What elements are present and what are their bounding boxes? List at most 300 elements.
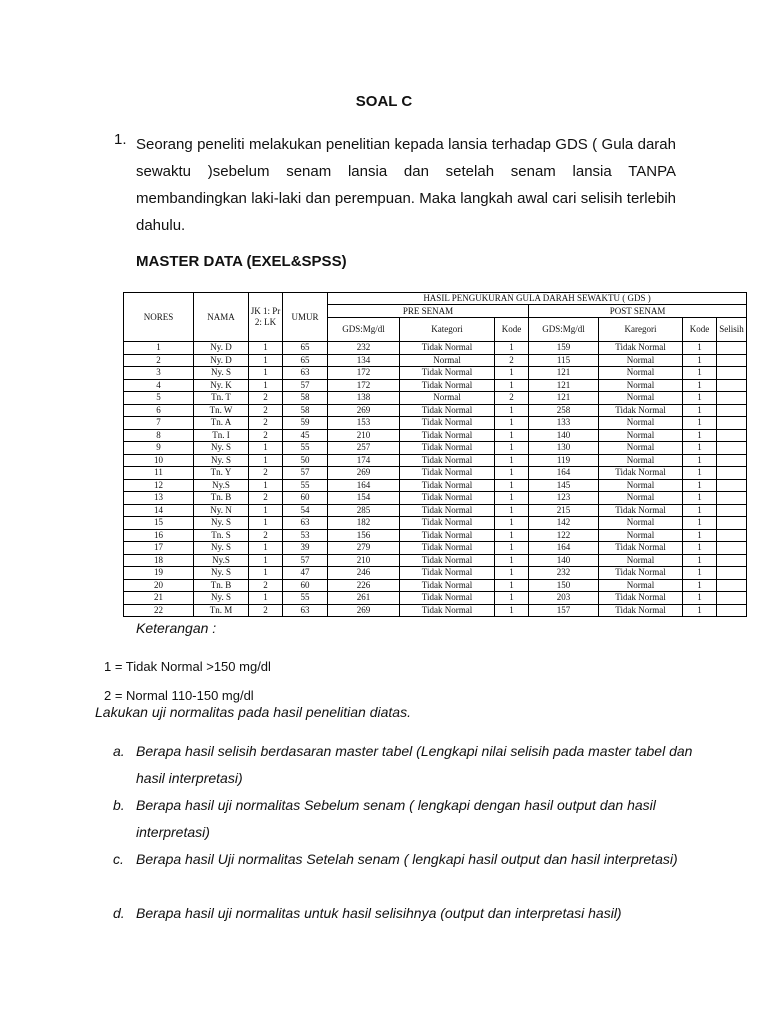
table-row xyxy=(124,604,747,617)
table-row xyxy=(124,454,747,467)
header-jk: JK 1: Pr 2: LK xyxy=(249,293,283,342)
cell-gds-post: 121 xyxy=(529,379,599,392)
page-title: SOAL C xyxy=(355,93,413,110)
cell-nores: 18 xyxy=(124,554,194,567)
cell-gds-pre: 269 xyxy=(328,467,400,480)
question-label: d. xyxy=(113,905,125,921)
cell-selisih xyxy=(717,567,747,580)
keterangan-item: 2 = Normal 110-150 mg/dl xyxy=(104,688,254,703)
cell-gds-pre: 156 xyxy=(328,529,400,542)
cell-kategori-pre: Tidak Normal xyxy=(400,567,495,580)
header-gds-pre: GDS:Mg/dl xyxy=(328,318,400,342)
table-row xyxy=(124,479,747,492)
cell-gds-pre: 182 xyxy=(328,517,400,530)
cell-nama: Ny. S xyxy=(194,592,249,605)
cell-kategori-post: Tidak Normal xyxy=(599,542,683,555)
cell-nores: 8 xyxy=(124,429,194,442)
cell-kode-post: 1 xyxy=(683,442,717,455)
cell-kategori-post: Tidak Normal xyxy=(599,404,683,417)
cell-nores: 3 xyxy=(124,367,194,380)
cell-gds-post: 115 xyxy=(529,354,599,367)
cell-jk: 1 xyxy=(249,517,283,530)
cell-kode-post: 1 xyxy=(683,429,717,442)
table-row xyxy=(124,579,747,592)
cell-jk: 1 xyxy=(249,354,283,367)
cell-nama: Ny. D xyxy=(194,342,249,355)
cell-nama: Tn. Y xyxy=(194,467,249,480)
cell-nores: 6 xyxy=(124,404,194,417)
cell-gds-pre: 154 xyxy=(328,492,400,505)
table-row xyxy=(124,592,747,605)
cell-kategori-post: Tidak Normal xyxy=(599,592,683,605)
cell-kode-pre: 1 xyxy=(495,492,529,505)
cell-gds-post: 159 xyxy=(529,342,599,355)
cell-kode-post: 1 xyxy=(683,417,717,430)
table-row xyxy=(124,417,747,430)
header-post-senam: POST SENAM xyxy=(529,305,747,318)
cell-kategori-post: Normal xyxy=(599,429,683,442)
table-row xyxy=(124,542,747,555)
cell-nores: 10 xyxy=(124,454,194,467)
cell-gds-post: 142 xyxy=(529,517,599,530)
cell-kode-post: 1 xyxy=(683,367,717,380)
cell-kode-post: 1 xyxy=(683,542,717,555)
question-text: Seorang peneliti melakukan penelitian kepada lansia terhadap GDS ( Gula darah sewaktu )sebelum senam lansia dan setelah senam lansia TANPA membandingkan laki-laki dan perempuan. Maka langkah awal cari selisih terlebih dahulu. xyxy=(136,136,676,234)
cell-kategori-pre: Normal xyxy=(400,392,495,405)
keterangan-label: Keterangan : xyxy=(136,620,217,636)
cell-jk: 2 xyxy=(249,392,283,405)
cell-kategori-pre: Tidak Normal xyxy=(400,379,495,392)
cell-gds-post: 133 xyxy=(529,417,599,430)
cell-jk: 1 xyxy=(249,592,283,605)
question-item-text: Berapa hasil uji normalitas Sebelum senam ( lengkapi dengan hasil output dan hasil interpretasi) xyxy=(136,797,656,840)
cell-jk: 1 xyxy=(249,454,283,467)
cell-kategori-pre: Tidak Normal xyxy=(400,529,495,542)
cell-umur: 58 xyxy=(283,392,328,405)
cell-kategori-post: Normal xyxy=(599,492,683,505)
question-number: 1. xyxy=(114,131,127,148)
cell-kode-pre: 1 xyxy=(495,517,529,530)
cell-kategori-pre: Tidak Normal xyxy=(400,604,495,617)
table-body xyxy=(124,342,747,617)
cell-kode-pre: 1 xyxy=(495,542,529,555)
cell-nores: 12 xyxy=(124,479,194,492)
cell-gds-pre: 261 xyxy=(328,592,400,605)
cell-umur: 65 xyxy=(283,354,328,367)
cell-kode-post: 1 xyxy=(683,604,717,617)
header-kode-pre: Kode xyxy=(495,318,529,342)
cell-kode-pre: 1 xyxy=(495,417,529,430)
cell-gds-post: 164 xyxy=(529,542,599,555)
cell-gds-pre: 164 xyxy=(328,479,400,492)
cell-kategori-pre: Tidak Normal xyxy=(400,517,495,530)
cell-kode-post: 1 xyxy=(683,479,717,492)
cell-kategori-post: Normal xyxy=(599,529,683,542)
cell-kategori-pre: Tidak Normal xyxy=(400,342,495,355)
cell-nama: Ny. K xyxy=(194,379,249,392)
cell-gds-post: 119 xyxy=(529,454,599,467)
cell-nores: 5 xyxy=(124,392,194,405)
cell-kategori-pre: Tidak Normal xyxy=(400,504,495,517)
table-row xyxy=(124,342,747,355)
cell-gds-post: 121 xyxy=(529,392,599,405)
cell-selisih xyxy=(717,604,747,617)
cell-kode-post: 1 xyxy=(683,342,717,355)
cell-nama: Tn. M xyxy=(194,604,249,617)
cell-kode-post: 1 xyxy=(683,492,717,505)
cell-umur: 59 xyxy=(283,417,328,430)
cell-gds-post: 130 xyxy=(529,442,599,455)
table-row xyxy=(124,429,747,442)
cell-selisih xyxy=(717,392,747,405)
cell-umur: 65 xyxy=(283,342,328,355)
table-row xyxy=(124,392,747,405)
cell-kategori-post: Normal xyxy=(599,517,683,530)
question-label: c. xyxy=(113,851,124,867)
cell-kategori-post: Normal xyxy=(599,554,683,567)
cell-gds-post: 140 xyxy=(529,429,599,442)
cell-kategori-pre: Tidak Normal xyxy=(400,554,495,567)
cell-kategori-pre: Tidak Normal xyxy=(400,467,495,480)
table-row xyxy=(124,367,747,380)
cell-kode-post: 1 xyxy=(683,504,717,517)
cell-kategori-post: Tidak Normal xyxy=(599,504,683,517)
table-row xyxy=(124,404,747,417)
cell-kode-post: 1 xyxy=(683,529,717,542)
cell-gds-pre: 134 xyxy=(328,354,400,367)
cell-nores: 9 xyxy=(124,442,194,455)
cell-nama: Ny.S xyxy=(194,554,249,567)
cell-gds-pre: 269 xyxy=(328,604,400,617)
cell-gds-pre: 226 xyxy=(328,579,400,592)
cell-kategori-post: Normal xyxy=(599,442,683,455)
cell-nama: Ny.S xyxy=(194,479,249,492)
cell-gds-pre: 257 xyxy=(328,442,400,455)
cell-jk: 2 xyxy=(249,417,283,430)
table-row xyxy=(124,379,747,392)
cell-kode-pre: 1 xyxy=(495,367,529,380)
question-item-text: Berapa hasil Uji normalitas Setelah senam ( lengkapi hasil output dan hasil interpretasi) xyxy=(136,851,678,867)
cell-kategori-pre: Tidak Normal xyxy=(400,367,495,380)
table-row xyxy=(124,529,747,542)
cell-gds-post: 232 xyxy=(529,567,599,580)
cell-kategori-pre: Tidak Normal xyxy=(400,417,495,430)
cell-kategori-pre: Normal xyxy=(400,354,495,367)
cell-kategori-post: Normal xyxy=(599,354,683,367)
header-kategori-pre: Kategori xyxy=(400,318,495,342)
cell-kode-pre: 1 xyxy=(495,567,529,580)
table-row xyxy=(124,467,747,480)
cell-umur: 63 xyxy=(283,517,328,530)
cell-jk: 2 xyxy=(249,467,283,480)
cell-selisih xyxy=(717,542,747,555)
cell-kode-pre: 1 xyxy=(495,579,529,592)
cell-nama: Tn. S xyxy=(194,529,249,542)
cell-nores: 16 xyxy=(124,529,194,542)
question-label: b. xyxy=(113,797,125,813)
cell-umur: 55 xyxy=(283,592,328,605)
cell-kode-post: 1 xyxy=(683,354,717,367)
cell-selisih xyxy=(717,429,747,442)
cell-kode-pre: 1 xyxy=(495,504,529,517)
cell-nama: Tn. W xyxy=(194,404,249,417)
cell-umur: 55 xyxy=(283,479,328,492)
cell-selisih xyxy=(717,517,747,530)
cell-selisih xyxy=(717,492,747,505)
cell-kode-pre: 1 xyxy=(495,479,529,492)
cell-kategori-post: Normal xyxy=(599,417,683,430)
cell-kode-post: 1 xyxy=(683,554,717,567)
cell-nama: Tn. B xyxy=(194,492,249,505)
cell-selisih xyxy=(717,504,747,517)
header-hasil-pengukuran: HASIL PENGUKURAN GULA DARAH SEWAKTU ( GDS ) xyxy=(328,293,747,305)
cell-selisih xyxy=(717,454,747,467)
cell-jk: 2 xyxy=(249,579,283,592)
header-pre-senam: PRE SENAM xyxy=(328,305,529,318)
cell-gds-pre: 172 xyxy=(328,379,400,392)
cell-umur: 63 xyxy=(283,604,328,617)
question-item-text: Berapa hasil uji normalitas untuk hasil selisihnya (output dan interpretasi hasil) xyxy=(136,905,622,921)
cell-kode-pre: 2 xyxy=(495,354,529,367)
cell-kategori-pre: Tidak Normal xyxy=(400,479,495,492)
cell-kategori-post: Tidak Normal xyxy=(599,467,683,480)
cell-jk: 1 xyxy=(249,554,283,567)
cell-selisih xyxy=(717,342,747,355)
cell-umur: 57 xyxy=(283,379,328,392)
cell-kode-pre: 1 xyxy=(495,429,529,442)
cell-selisih xyxy=(717,592,747,605)
cell-kategori-post: Normal xyxy=(599,379,683,392)
cell-kategori-post: Normal xyxy=(599,479,683,492)
cell-nama: Ny. S xyxy=(194,442,249,455)
header-nores: NORES xyxy=(124,293,194,342)
question-item-a xyxy=(113,738,693,792)
cell-nores: 15 xyxy=(124,517,194,530)
question-item-text: Berapa hasil selisih berdasaran master tabel (Lengkapi nilai selisih pada master tabel dan hasil interpretasi) xyxy=(136,743,693,786)
question-item-d xyxy=(113,900,693,927)
cell-kode-pre: 1 xyxy=(495,554,529,567)
keterangan-item: 1 = Tidak Normal >150 mg/dl xyxy=(104,659,271,674)
cell-nama: Ny. D xyxy=(194,354,249,367)
cell-nores: 22 xyxy=(124,604,194,617)
cell-kode-post: 1 xyxy=(683,567,717,580)
cell-kode-post: 1 xyxy=(683,517,717,530)
cell-kode-pre: 1 xyxy=(495,379,529,392)
cell-kode-pre: 1 xyxy=(495,467,529,480)
cell-umur: 57 xyxy=(283,467,328,480)
cell-gds-pre: 285 xyxy=(328,504,400,517)
cell-selisih xyxy=(717,367,747,380)
cell-nama: Ny. S xyxy=(194,367,249,380)
cell-gds-pre: 210 xyxy=(328,429,400,442)
cell-nama: Ny. S xyxy=(194,542,249,555)
cell-nama: Tn. B xyxy=(194,579,249,592)
cell-umur: 57 xyxy=(283,554,328,567)
cell-gds-post: 164 xyxy=(529,467,599,480)
cell-gds-post: 140 xyxy=(529,554,599,567)
cell-umur: 54 xyxy=(283,504,328,517)
cell-nores: 11 xyxy=(124,467,194,480)
cell-selisih xyxy=(717,529,747,542)
cell-umur: 63 xyxy=(283,367,328,380)
cell-kategori-pre: Tidak Normal xyxy=(400,579,495,592)
table-row xyxy=(124,354,747,367)
cell-kode-post: 1 xyxy=(683,454,717,467)
cell-kode-pre: 1 xyxy=(495,442,529,455)
cell-jk: 1 xyxy=(249,504,283,517)
cell-kode-post: 1 xyxy=(683,392,717,405)
cell-gds-pre: 232 xyxy=(328,342,400,355)
cell-nama: Ny. S xyxy=(194,517,249,530)
cell-nores: 4 xyxy=(124,379,194,392)
cell-selisih xyxy=(717,554,747,567)
table-row xyxy=(124,504,747,517)
cell-umur: 60 xyxy=(283,579,328,592)
cell-umur: 45 xyxy=(283,429,328,442)
cell-kategori-post: Normal xyxy=(599,579,683,592)
cell-gds-post: 215 xyxy=(529,504,599,517)
cell-jk: 1 xyxy=(249,379,283,392)
cell-umur: 39 xyxy=(283,542,328,555)
cell-kategori-pre: Tidak Normal xyxy=(400,542,495,555)
cell-jk: 1 xyxy=(249,442,283,455)
cell-nama: Ny. N xyxy=(194,504,249,517)
cell-selisih xyxy=(717,404,747,417)
cell-kategori-post: Tidak Normal xyxy=(599,604,683,617)
table-row xyxy=(124,442,747,455)
cell-kategori-pre: Tidak Normal xyxy=(400,404,495,417)
cell-gds-pre: 279 xyxy=(328,542,400,555)
cell-gds-post: 150 xyxy=(529,579,599,592)
cell-selisih xyxy=(717,579,747,592)
cell-kode-post: 1 xyxy=(683,379,717,392)
cell-nama: Ny. S xyxy=(194,567,249,580)
cell-kode-post: 1 xyxy=(683,404,717,417)
cell-umur: 53 xyxy=(283,529,328,542)
cell-selisih xyxy=(717,354,747,367)
cell-kategori-pre: Tidak Normal xyxy=(400,454,495,467)
cell-jk: 2 xyxy=(249,429,283,442)
cell-kode-pre: 1 xyxy=(495,529,529,542)
header-kode-post: Kode xyxy=(683,318,717,342)
cell-jk: 1 xyxy=(249,542,283,555)
cell-jk: 1 xyxy=(249,367,283,380)
cell-kode-post: 1 xyxy=(683,467,717,480)
table-row xyxy=(124,492,747,505)
cell-umur: 58 xyxy=(283,404,328,417)
cell-selisih xyxy=(717,467,747,480)
cell-kategori-pre: Tidak Normal xyxy=(400,492,495,505)
cell-nama: Tn. A xyxy=(194,417,249,430)
table-row xyxy=(124,567,747,580)
cell-umur: 50 xyxy=(283,454,328,467)
header-umur: UMUR xyxy=(283,293,328,342)
cell-gds-pre: 138 xyxy=(328,392,400,405)
instruction-text: Lakukan uji normalitas pada hasil penelitian diatas. xyxy=(95,704,411,720)
cell-gds-post: 123 xyxy=(529,492,599,505)
cell-jk: 2 xyxy=(249,404,283,417)
cell-nores: 19 xyxy=(124,567,194,580)
cell-gds-pre: 246 xyxy=(328,567,400,580)
cell-kategori-post: Normal xyxy=(599,367,683,380)
cell-gds-post: 258 xyxy=(529,404,599,417)
cell-gds-pre: 174 xyxy=(328,454,400,467)
cell-nores: 7 xyxy=(124,417,194,430)
cell-nama: Ny. S xyxy=(194,454,249,467)
cell-gds-post: 121 xyxy=(529,367,599,380)
cell-nores: 2 xyxy=(124,354,194,367)
cell-selisih xyxy=(717,479,747,492)
cell-umur: 55 xyxy=(283,442,328,455)
cell-kategori-pre: Tidak Normal xyxy=(400,592,495,605)
cell-jk: 1 xyxy=(249,342,283,355)
cell-kode-pre: 1 xyxy=(495,404,529,417)
cell-kategori-post: Normal xyxy=(599,454,683,467)
cell-jk: 2 xyxy=(249,492,283,505)
question-item-c xyxy=(113,846,693,873)
cell-kode-pre: 1 xyxy=(495,592,529,605)
cell-kategori-pre: Tidak Normal xyxy=(400,429,495,442)
header-kategori-post: Karegori xyxy=(599,318,683,342)
cell-selisih xyxy=(717,417,747,430)
table-row xyxy=(124,517,747,530)
cell-umur: 60 xyxy=(283,492,328,505)
cell-gds-pre: 269 xyxy=(328,404,400,417)
question-label: a. xyxy=(113,743,125,759)
header-selisih: Selisih xyxy=(717,318,747,342)
cell-kategori-post: Normal xyxy=(599,392,683,405)
cell-gds-post: 145 xyxy=(529,479,599,492)
cell-kode-pre: 2 xyxy=(495,392,529,405)
table-row xyxy=(124,554,747,567)
cell-selisih xyxy=(717,442,747,455)
cell-jk: 1 xyxy=(249,479,283,492)
cell-gds-pre: 153 xyxy=(328,417,400,430)
cell-gds-post: 157 xyxy=(529,604,599,617)
cell-nores: 20 xyxy=(124,579,194,592)
cell-kode-post: 1 xyxy=(683,592,717,605)
master-data-heading: MASTER DATA (EXEL&SPSS) xyxy=(136,253,347,270)
cell-nama: Tn. T xyxy=(194,392,249,405)
cell-nores: 21 xyxy=(124,592,194,605)
cell-kategori-post: Tidak Normal xyxy=(599,567,683,580)
cell-jk: 1 xyxy=(249,567,283,580)
cell-umur: 47 xyxy=(283,567,328,580)
cell-gds-post: 203 xyxy=(529,592,599,605)
cell-kode-pre: 1 xyxy=(495,604,529,617)
cell-jk: 2 xyxy=(249,604,283,617)
cell-jk: 2 xyxy=(249,529,283,542)
cell-gds-pre: 172 xyxy=(328,367,400,380)
cell-nama: Tn. I xyxy=(194,429,249,442)
header-gds-post: GDS:Mg/dl xyxy=(529,318,599,342)
master-data-table xyxy=(123,292,747,617)
cell-kategori-post: Tidak Normal xyxy=(599,342,683,355)
question-item-b xyxy=(113,792,693,846)
header-nama: NAMA xyxy=(194,293,249,342)
cell-kategori-pre: Tidak Normal xyxy=(400,442,495,455)
cell-kode-pre: 1 xyxy=(495,454,529,467)
cell-gds-pre: 210 xyxy=(328,554,400,567)
cell-gds-post: 122 xyxy=(529,529,599,542)
cell-selisih xyxy=(717,379,747,392)
cell-kode-post: 1 xyxy=(683,579,717,592)
cell-nores: 17 xyxy=(124,542,194,555)
cell-nores: 1 xyxy=(124,342,194,355)
cell-nores: 14 xyxy=(124,504,194,517)
cell-kode-pre: 1 xyxy=(495,342,529,355)
cell-nores: 13 xyxy=(124,492,194,505)
